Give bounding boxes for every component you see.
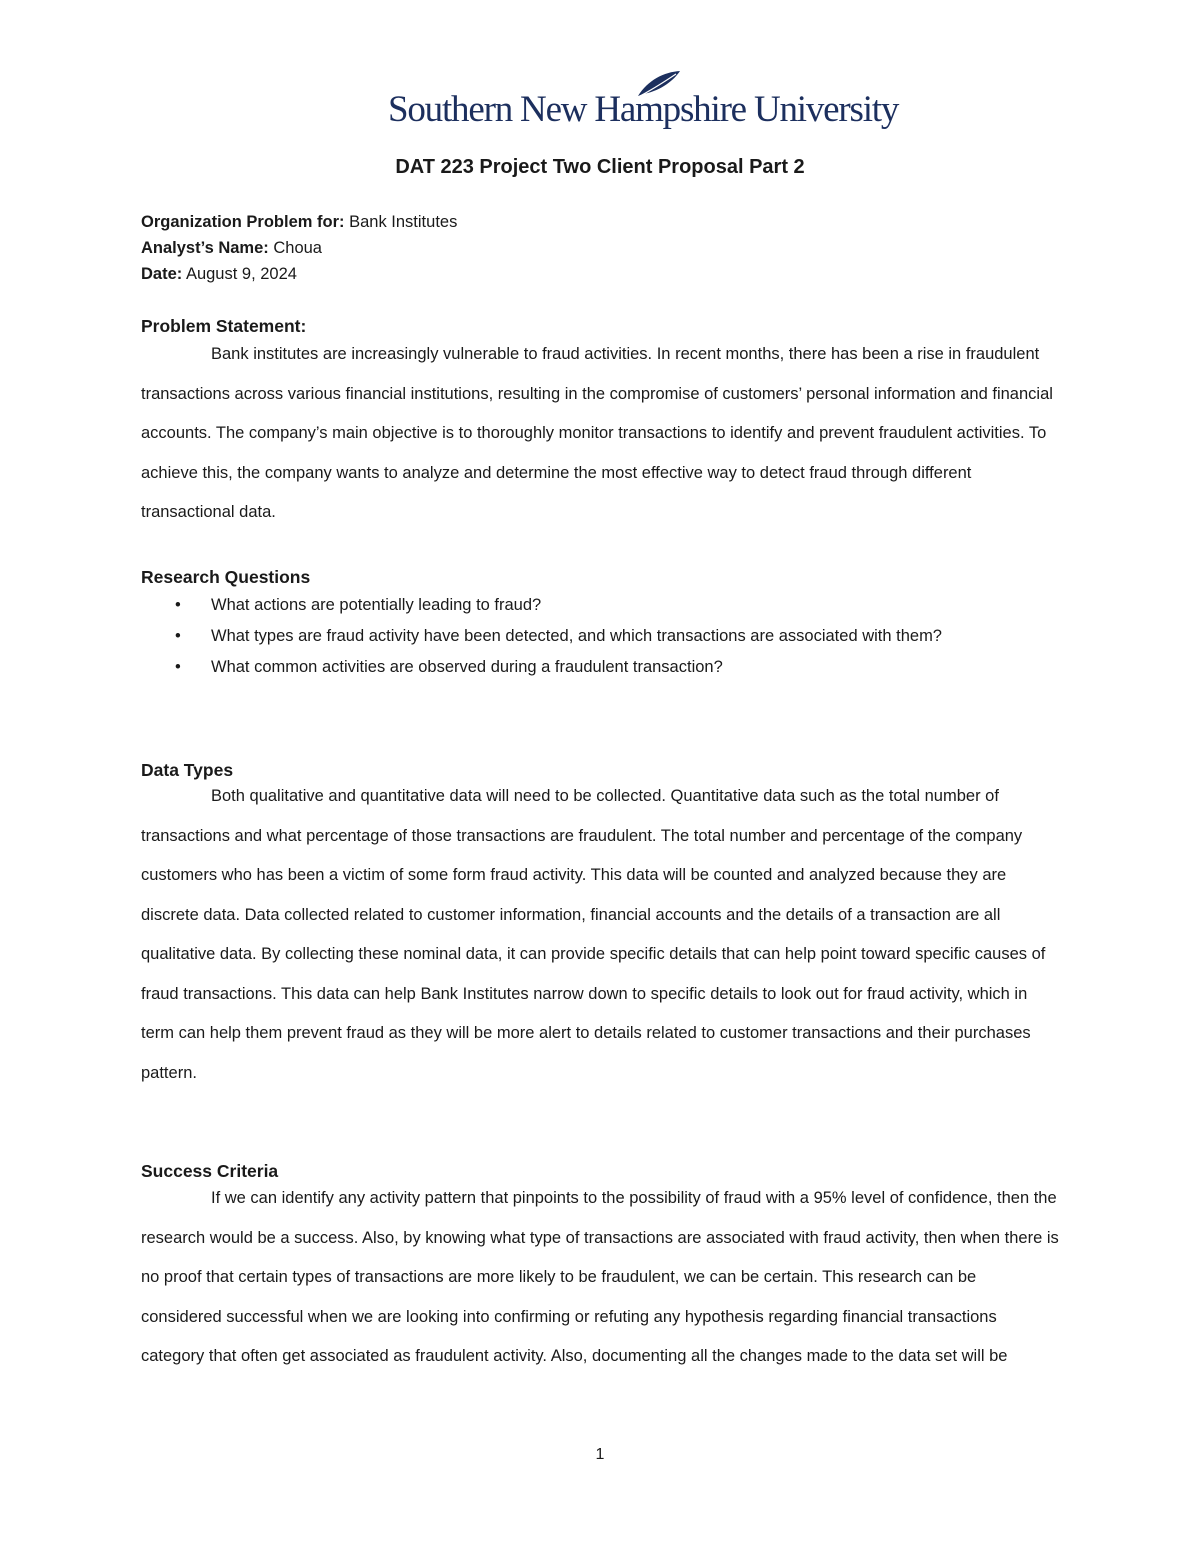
document-title: DAT 223 Project Two Client Proposal Part 2 [395,156,805,178]
analyst-line [141,239,322,258]
research-list [141,590,1061,683]
list-item: • What types are fraud activity have been detected, and which transactions are associated with them? [141,621,1061,652]
success-heading: Success Criteria [141,1161,279,1181]
research-heading: Research Questions [141,567,311,587]
problem-paragraph [141,335,1061,533]
success-text: If we can identify any activity pattern that pinpoints to the possibility of fraud with a 95% level of confidence, then the research would be a success. Also, by knowing what type of transactions are associated with fraud activity, then when there is no proof that certain types of transactions are more likely to be fraudulent, we can be certain. This research can be considered successful when we are looking into confirming or refuting any hypothesis regarding financial transactions category that often get associated as fraudulent activity. Also, documenting all the changes made to the data set will be [141,1189,1059,1365]
university-logo [388,72,899,138]
leaf-icon [634,70,682,100]
data-types-heading: Data Types [141,760,234,780]
data-types-paragraph [141,777,1061,1093]
success-paragraph [141,1179,1061,1377]
data-types-text: Both qualitative and quantitative data will need to be collected. Quantitative data such as the total number of transactions and what percentage of those transactions are fraudulent. The total number and percentage of the company customers who has been a victim of some form fraud activity. This data will be counted and analyzed because they are discrete data. Data collected related to customer information, financial accounts and the details of a transaction are all qualitative data. By collecting these nominal data, it can provide specific details that can help point toward specific causes of fraud transactions. This data can help Bank Institutes narrow down to specific details to look out for fraud activity, which in term can help them prevent fraud as they will be more alert to details related to customer transactions and their purchases pattern. [141,787,1046,1082]
analyst-value: Choua [268,239,322,257]
organization-line [141,213,457,232]
date-label: Date: [141,265,183,283]
analyst-label: Analyst’s Name: [141,239,269,257]
list-item: • What common activities are observed during a fraudulent transaction? [141,652,1061,683]
organization-label: Organization Problem for: [141,213,345,231]
problem-heading: Problem Statement: [141,316,307,336]
bullet-icon: • [175,658,181,676]
list-item: • What actions are potentially leading to fraud? [141,590,1061,621]
page-number: 1 [595,1446,605,1463]
organization-value: Bank Institutes [344,213,458,231]
bullet-icon: • [175,627,181,645]
date-line [141,265,297,284]
problem-text: Bank institutes are increasingly vulnerable to fraud activities. In recent months, there has been a rise in fraudulent transactions across various financial institutions, resulting in the compromise of customers’ personal information and financial accounts. The company’s main objective is to thoroughly monitor transactions to identify and prevent fraudulent activities. To achieve this, the company wants to analyze and determine the most effective way to detect fraud through different transactional data. [141,345,1053,521]
logo-wordmark: Southern New Hampshire University [388,89,899,130]
bullet-icon: • [175,596,181,614]
date-value: August 9, 2024 [182,265,297,283]
